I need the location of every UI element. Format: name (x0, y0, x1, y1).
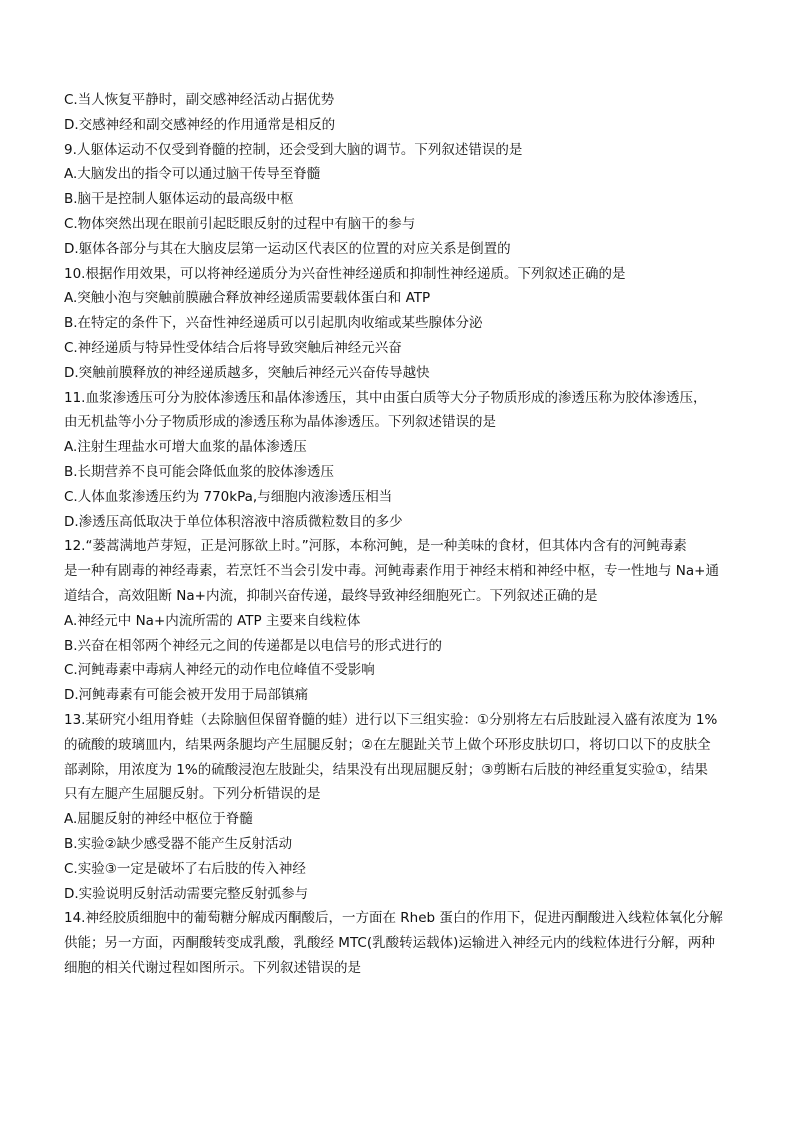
question-14-stem: 14.神经胶质细胞中的葡萄糖分解成丙酮酸后，一方面在 Rheb 蛋白的作用下，促进丙酮酸进入线粒体氧化分解 (64, 910, 723, 927)
option-line: B.脑干是控制人躯体运动的最高级中枢 (64, 191, 294, 208)
question-10-stem: 10.根据作用效果，可以将神经递质分为兴奋性神经递质和抑制性神经递质。下列叙述正确的是 (64, 265, 626, 282)
text-line: D.交感神经和副交感神经的作用通常是相反的 (64, 116, 336, 133)
question-13-stem: 部剥除，用浓度为 1%的硫酸浸泡左肢趾尖，结果没有出现屈腿反射；③剪断右后肢的神经重复实验①，结果 (64, 761, 708, 778)
question-text (64, 88, 734, 981)
option-line: C.实验③一定是破坏了右后肢的传入神经 (64, 860, 306, 877)
option-line: B.长期营养不良可能会降低血浆的胶体渗透压 (64, 463, 335, 480)
question-12-stem: 12.“蒌蒿满地芦芽短，正是河豚欲上时。”河豚，本称河鲀，是一种美味的食材，但其体内含有的河鲀毒素 (64, 538, 687, 555)
option-line: D.躯体各部分与其在大脑皮层第一运动区代表区的位置的对应关系是倒置的 (64, 240, 511, 257)
option-line: B.实验②缺少感受器不能产生反射活动 (64, 835, 293, 852)
question-11-stem: 11.血浆渗透压可分为胶体渗透压和晶体渗透压，其中由蛋白质等大分子物质形成的渗透压称为胶体渗透压， (64, 389, 707, 406)
option-line: A.屈腿反射的神经中枢位于脊髓 (64, 811, 253, 828)
question-14-stem: 供能；另一方面，丙酮酸转变成乳酸，乳酸经 MTC(乳酸转运载体)运输进入神经元内的线粒体进行分解，两种 (64, 935, 715, 952)
question-12-stem: 道结合，高效阻断 Na+内流，抑制兴奋传递，最终导致神经细胞死亡。下列叙述正确的是 (64, 587, 598, 604)
question-9-stem: 9.人躯体运动不仅受到脊髓的控制，还会受到大脑的调节。下列叙述错误的是 (64, 141, 523, 158)
option-line: A.大脑发出的指令可以通过脑干传导至脊髓 (64, 166, 321, 183)
option-line: A.突触小泡与突触前膜融合释放神经递质需要载体蛋白和 ATP (64, 290, 431, 307)
question-11-stem: 由无机盐等小分子物质形成的渗透压称为晶体渗透压。下列叙述错误的是 (64, 414, 496, 431)
option-line: C.物体突然出现在眼前引起眨眼反射的过程中有脑干的参与 (64, 215, 416, 232)
text-line: C.当人恢复平静时，副交感神经活动占据优势 (64, 92, 335, 108)
option-line: C.人体血浆渗透压约为 770kPa,与细胞内液渗透压相当 (64, 488, 393, 505)
question-13-stem: 的硫酸的玻璃皿内，结果两条腿均产生屈腿反射；②在左腿趾关节上做个环形皮肤切口，将切口以下的皮肤全 (64, 736, 711, 753)
option-line: C.河鲀毒素中毒病人神经元的动作电位峰值不受影响 (64, 662, 375, 679)
option-line: B.兴奋在相邻两个神经元之间的传递都是以电信号的形式进行的 (64, 637, 443, 654)
option-line: C.神经递质与特异性受体结合后将导致突触后神经元兴奋 (64, 339, 402, 356)
question-13-stem: 13.某研究小组用脊蛙（去除脑但保留脊髓的蛙）进行以下三组实验：①分别将左右后肢趾浸入盛有浓度为 1% (64, 711, 718, 728)
question-13-stem: 只有左腿产生屈腿反射。下列分析错误的是 (64, 786, 321, 803)
option-line: D.实验说明反射活动需要完整反射弧参与 (64, 885, 309, 902)
option-line: D.河鲀毒素有可能会被开发用于局部镇痛 (64, 687, 309, 704)
option-line: D.渗透压高低取决于单位体积溶液中溶质微粒数目的多少 (64, 513, 403, 530)
option-line: B.在特定的条件下，兴奋性神经递质可以引起肌肉收缩或某些腺体分泌 (64, 315, 483, 332)
option-line: A.神经元中 Na+内流所需的 ATP 主要来自线粒体 (64, 612, 361, 629)
question-14-stem: 细胞的相关代谢过程如图所示。下列叙述错误的是 (64, 959, 361, 976)
option-line: A.注射生理盐水可增大血浆的晶体渗透压 (64, 439, 307, 456)
question-12-stem: 是一种有剧毒的神经毒素，若烹饪不当会引发中毒。河鲀毒素作用于神经末梢和神经中枢，专一性地与 Na+通 (64, 563, 719, 580)
option-line: D.突触前膜释放的神经递质越多，突触后神经元兴奋传导越快 (64, 364, 430, 381)
